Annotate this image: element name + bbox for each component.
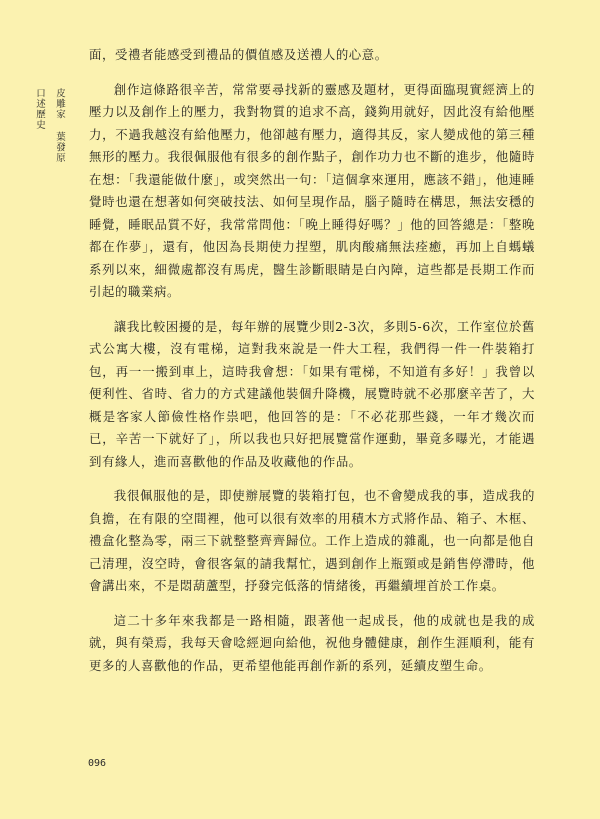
paragraph: 這二十多年來我都是一路相隨，跟著他一起成長，他的成就也是我的成就，與有榮焉，我每天會唸經迴向給他，祝他身體健康，創作生涯順利，能有更多的人喜歡他的作品，更希望他能再創作新的系列，延續皮塑生命。 — [89, 612, 535, 673]
paragraph-continuation: 面，受禮者能感受到禮品的價值感及送禮人的心意。 — [89, 47, 388, 62]
paragraph: 我很佩服他的是，即使辦展覽的裝箱打包，也不會變成我的事，造成我的負擔，在有限的空間裡，他可以很有效率的用積木方式將作品、箱子、木框、禮盒化整為零，兩三下就整整齊齊歸位。工作上造成的雜亂，也一向都是他自己清理，沒空時，會很客氣的請我幫忙，遇到創作上瓶頸或是銷售停滯時，他會講出來，不是悶葫蘆型，抒發完低落的情緒後，再繼續埋首於工作桌。 — [89, 488, 535, 593]
body-text — [89, 44, 535, 689]
page-number: 096 — [88, 758, 107, 769]
paragraph: 讓我比較困擾的是，每年辦的展覽少則2-3次，多則5-6次，工作室位於舊式公寓大樓，沒有電梯，這對我來說是一件大工程，我們得一件一件裝箱打包，再一一搬到車上，這時我會想：「如果有電梯，不知道有多好！」我曾以便利性、省時、省力的方式建議他裝個升降機，展覽時就不必那麼辛苦了，大概是客家人節儉性格作祟吧，他回答的是：「不必花那些錢，一年才幾次而已，辛苦一下就好了」，所以我也只好把展覽當作運動，畢竟多曝光，才能遇到有緣人，進而喜歡他的作品及收藏他的作品。 — [89, 318, 535, 469]
running-header-series: 口述歷史 — [34, 88, 45, 130]
paragraph: 創作這條路很辛苦，常常要尋找新的靈感及題材，更得面臨現實經濟上的壓力以及創作上的壓力，我對物質的追求不高，錢夠用就好，因此沒有給他壓力，不過我越沒有給他壓力，他卻越有壓力，適得其反，家人變成他的第三種無形的壓力。我很佩服他有很多的創作點子，創作功力也不斷的進步，他隨時在想：「我還能做什麼」，或突然出一句：「這個拿來運用，應該不錯」，他連睡覺時也還在想著如何突破技法、如何呈現作品，腦子隨時在構思，無法安穩的睡覺，睡眠品質不好，我常常問他：「晚上睡得好嗎？」他的回答總是：「整晚都在作夢」，還有，他因為長期使力捏塑，肌肉酸痛無法痊癒，再加上自螞蟻系列以來，細微處都沒有馬虎，醫生診斷眼睛是白內障，這些都是長期工作而引起的職業病。 — [89, 81, 535, 299]
running-header-title: 皮雕家 葉發原 — [54, 88, 65, 163]
